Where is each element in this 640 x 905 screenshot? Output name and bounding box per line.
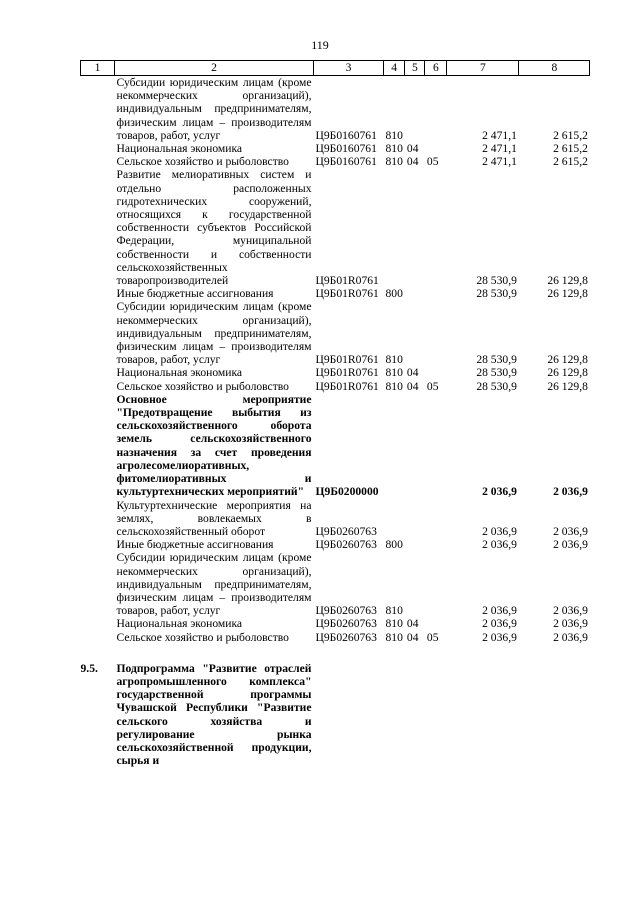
- row-amount-col7: 2 036,9: [482, 524, 517, 538]
- row-subsection: [425, 300, 447, 366]
- header-cell: 7: [447, 61, 519, 76]
- row-amount-col7: 2 036,9: [482, 630, 517, 644]
- row-name: Развитие мелиоративных систем и отдельно расположенных гидротехнических сооружений, относящихся к государственной собственности субъектов Российской Федерации, муниципальной собственности и собственности сельскохозяйственных товаропроизводителей: [116, 168, 312, 288]
- row-subsection: [425, 538, 447, 551]
- row-amount-col7: 28 530,9: [476, 274, 517, 288]
- table-row: [81, 76, 590, 143]
- row-subsection: 05: [426, 379, 439, 393]
- table-row: [81, 142, 590, 155]
- row-code: Ц9Б01R0761: [315, 287, 379, 301]
- row-expense-type: 810: [385, 604, 403, 618]
- row-amount-col8: 26 129,8: [547, 274, 588, 288]
- table-row: [81, 380, 590, 393]
- table-row: [81, 300, 590, 366]
- row-amount-col8: 2 036,9: [553, 485, 588, 499]
- row-expense-type: [384, 168, 405, 287]
- table-row: [81, 631, 590, 644]
- row-expense-type: 810: [385, 353, 403, 367]
- row-name: Субсидии юридическим лицам (кроме некоммерческих организаций), индивидуальным предпринимателям, физическим лицам – производителям товаров, работ, услуг: [116, 551, 312, 618]
- row-section: 04: [406, 366, 419, 380]
- row-amount-col7: 28 530,9: [476, 366, 517, 380]
- row-number-cell: [81, 168, 115, 287]
- row-name: Основное мероприятие "Предотвращение выбытия из сельскохозяйственного оборота земель сельскохозяйственного назначения за счет проведения агролесомелиоративных, фитомелиоративных и культуртехнических мероприятий": [116, 392, 312, 499]
- row-code: Ц9Б0260763: [315, 524, 377, 538]
- row-number-cell: [81, 617, 115, 630]
- row-subsection: [425, 168, 447, 287]
- header-cell: 2: [115, 61, 314, 76]
- row-code: Ц9Б0260763: [315, 617, 377, 631]
- header-cell: 4: [384, 61, 405, 76]
- row-number-cell: [81, 499, 115, 539]
- row-code: Ц9Б01R0761: [315, 366, 379, 380]
- row-amount-col8: 2 036,9: [553, 538, 588, 552]
- row-section: [405, 300, 425, 366]
- table-row: [81, 287, 590, 300]
- page-number: 119: [311, 38, 329, 52]
- row-amount-col8: 2 615,2: [553, 155, 588, 169]
- table-row: [81, 393, 590, 499]
- row-name: Национальная экономика: [116, 617, 243, 631]
- row-subsection: [425, 617, 447, 630]
- row-section: 04: [406, 155, 419, 169]
- row-subsection: [425, 366, 447, 379]
- row-name: Иные бюджетные ассигнования: [116, 538, 274, 552]
- row-number-cell: [81, 155, 115, 168]
- table-row: [81, 538, 590, 551]
- row-amount-col7: 28 530,9: [476, 353, 517, 367]
- row-number-cell: [81, 538, 115, 551]
- row-code: Ц9Б0160761: [315, 155, 377, 169]
- row-name: Национальная экономика: [116, 142, 243, 156]
- row-amount-col7: 2 036,9: [482, 485, 517, 499]
- section-row: [81, 662, 590, 768]
- row-expense-type: 810: [385, 379, 403, 393]
- row-amount-col8: 2 615,2: [553, 142, 588, 156]
- row-subsection: [425, 142, 447, 155]
- row-section: 04: [406, 617, 419, 631]
- row-code: Ц9Б0260763: [315, 604, 377, 618]
- row-code: Ц9Б0160761: [315, 128, 377, 142]
- row-amount-col7: 2 036,9: [482, 538, 517, 552]
- row-expense-type: [384, 393, 405, 499]
- row-section: [405, 538, 425, 551]
- row-subsection: 05: [426, 630, 439, 644]
- row-amount-col7: 2 471,1: [482, 155, 517, 169]
- row-amount-col8: 26 129,8: [547, 353, 588, 367]
- budget-table: [80, 60, 590, 767]
- row-section: [405, 76, 425, 143]
- row-amount-col8: 2 036,9: [553, 604, 588, 618]
- row-amount-col8: 26 129,8: [547, 379, 588, 393]
- row-section: [405, 287, 425, 300]
- header-cell: 3: [314, 61, 384, 76]
- section-number: 9.5.: [80, 661, 98, 675]
- row-name: Субсидии юридическим лицам (кроме некоммерческих организаций), индивидуальным предпринимателям, физическим лицам – производителям товаров, работ, услуг: [116, 300, 312, 367]
- table-row: [81, 617, 590, 630]
- row-section: 04: [406, 142, 419, 156]
- table-header-row: [81, 61, 590, 76]
- row-name: Культуртехнические мероприятия на землях, вовлекаемых в сельскохозяйственный оборот: [116, 498, 312, 538]
- row-name: Национальная экономика: [116, 366, 243, 380]
- row-amount-col7: 2 036,9: [482, 604, 517, 618]
- row-subsection: [425, 76, 447, 143]
- row-name: Иные бюджетные ассигнования: [116, 287, 274, 301]
- row-subsection: [425, 393, 447, 499]
- row-subsection: [425, 499, 447, 539]
- row-section: [405, 393, 425, 499]
- row-name: Субсидии юридическим лицам (кроме некоммерческих организаций), индивидуальным предпринимателям, физическим лицам – производителям товаров, работ, услуг: [116, 76, 312, 142]
- row-expense-type: 810: [385, 617, 403, 631]
- row-code: Ц9Б0260763: [315, 538, 377, 552]
- header-cell: 5: [405, 61, 425, 76]
- row-number-cell: [81, 380, 115, 393]
- row-subsection: [425, 287, 447, 300]
- row-code: Ц9Б0200000: [315, 485, 379, 499]
- header-cell: 1: [81, 61, 115, 76]
- spacer-row: [81, 644, 590, 662]
- section-title: Подпрограмма "Развитие отраслей агропромышленного комплекса" государственной программы Чувашской Республики "Развитие сельского хозяйства и регулирование рынка сельскохозяйственной продукции, сырья и: [116, 661, 312, 768]
- row-amount-col7: 28 530,9: [476, 379, 517, 393]
- row-number-cell: [81, 631, 115, 644]
- table-row: [81, 168, 590, 287]
- row-amount-col8: 2 036,9: [553, 630, 588, 644]
- row-expense-type: 810: [385, 155, 403, 169]
- row-section: [405, 168, 425, 287]
- header-cell: 6: [425, 61, 447, 76]
- row-number-cell: [81, 300, 115, 366]
- row-code: Ц9Б01R0761: [315, 274, 379, 288]
- row-name: Сельское хозяйство и рыболовство: [116, 155, 289, 169]
- row-amount-col8: 26 129,8: [547, 366, 588, 380]
- table-row: [81, 366, 590, 379]
- table-row: [81, 499, 590, 539]
- row-section: [405, 551, 425, 617]
- row-expense-type: 810: [385, 128, 403, 142]
- row-name: Сельское хозяйство и рыболовство: [116, 379, 289, 393]
- row-code: Ц9Б01R0761: [315, 379, 379, 393]
- row-code: Ц9Б0160761: [315, 142, 377, 156]
- row-amount-col7: 28 530,9: [476, 287, 517, 301]
- row-subsection: 05: [426, 155, 439, 169]
- row-amount-col7: 2 471,1: [482, 142, 517, 156]
- row-expense-type: 810: [385, 630, 403, 644]
- row-section: 04: [406, 379, 419, 393]
- row-number-cell: [81, 76, 115, 143]
- row-amount-col8: 2 615,2: [553, 128, 588, 142]
- row-amount-col8: 2 036,9: [553, 524, 588, 538]
- row-code: Ц9Б0260763: [315, 630, 377, 644]
- row-section: 04: [406, 630, 419, 644]
- row-subsection: [425, 551, 447, 617]
- row-expense-type: 810: [385, 142, 403, 156]
- row-number-cell: [81, 366, 115, 379]
- row-expense-type: 800: [385, 287, 403, 301]
- row-number-cell: [81, 551, 115, 617]
- row-expense-type: [384, 499, 405, 539]
- table-body: [81, 61, 590, 768]
- row-expense-type: 800: [385, 538, 403, 552]
- row-number-cell: [81, 142, 115, 155]
- table-row: [81, 551, 590, 617]
- row-amount-col8: 2 036,9: [553, 617, 588, 631]
- header-cell: 8: [519, 61, 590, 76]
- row-name: Сельское хозяйство и рыболовство: [116, 630, 289, 644]
- row-amount-col7: 2 036,9: [482, 617, 517, 631]
- row-number-cell: [81, 287, 115, 300]
- row-code: Ц9Б01R0761: [315, 353, 379, 367]
- row-number-cell: [81, 393, 115, 499]
- row-amount-col8: 26 129,8: [547, 287, 588, 301]
- row-expense-type: 810: [385, 366, 403, 380]
- row-amount-col7: 2 471,1: [482, 128, 517, 142]
- table-row: [81, 155, 590, 168]
- row-section: [405, 499, 425, 539]
